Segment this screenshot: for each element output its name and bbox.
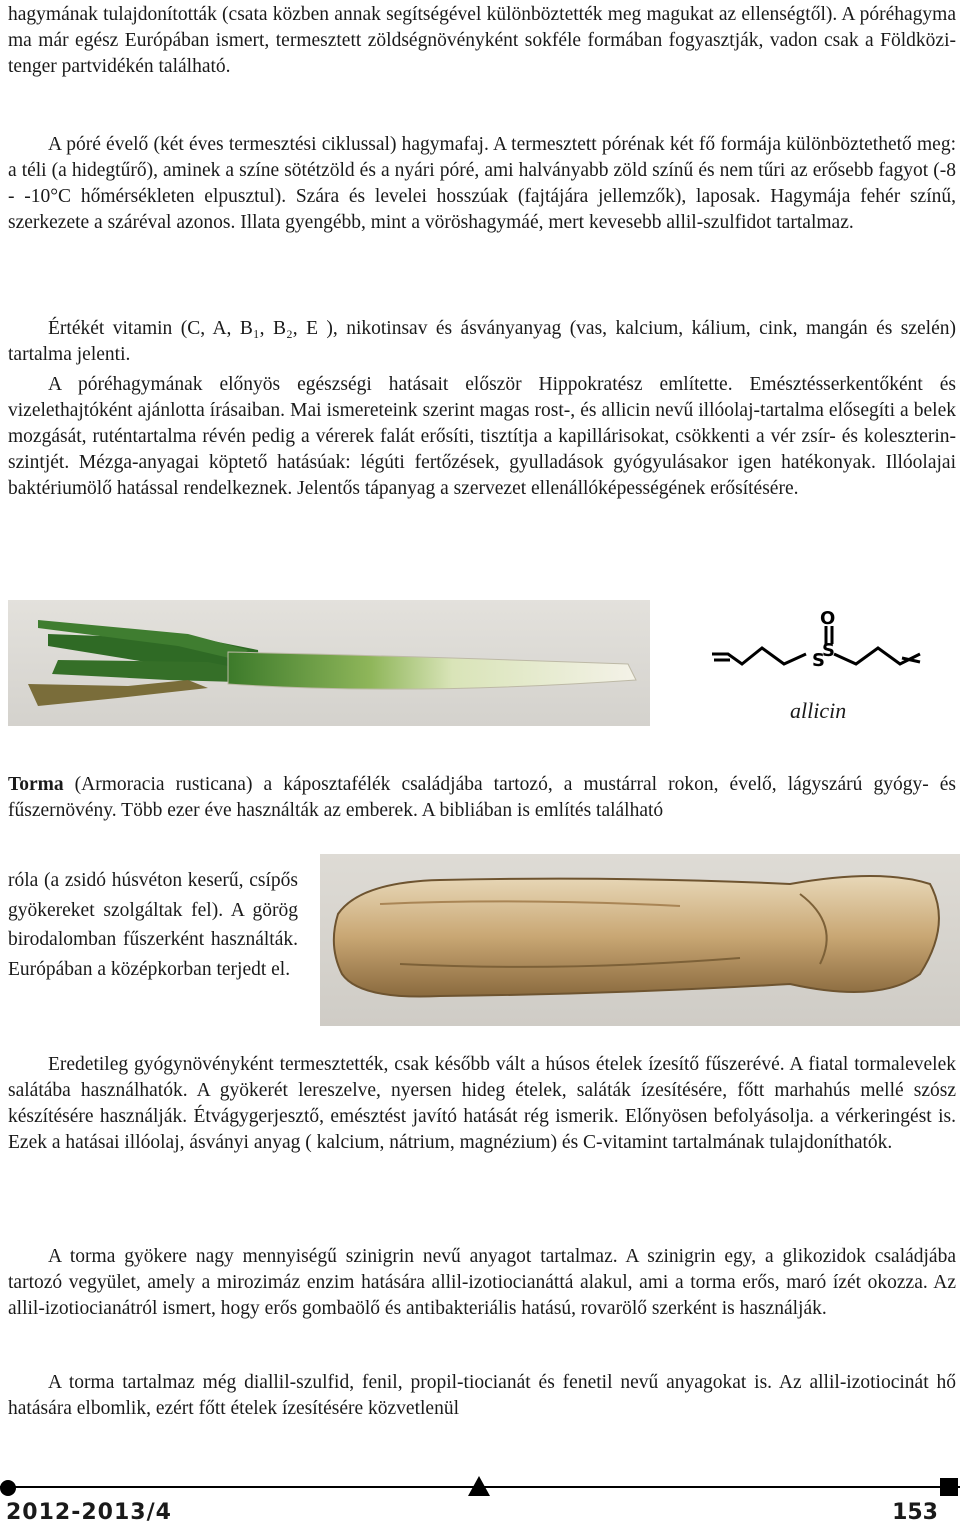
leek-photo bbox=[8, 600, 650, 726]
sulfur-label-1: S bbox=[812, 650, 825, 671]
paragraph-torma-use: Eredetileg gyógynövényként termesztették, csak később vált a húsos ételek ízesítő fűszerévé. A fiatal tormalevelek salátába használhatók. A gyökerét lereszelve, nyersen hideg ételek, saláták ízesítésére, főtt marhahús mellé szósz készítésére használják. Étvágygerjesztő, emésztést javító hatását rég ismerik. Előnyösen befolyásolja. a vérkeringést is. Ezek a hatásai illóolaj, ásványi anyag ( kalcium, nátrium, magnézium) és C-vitamint tartalmának tulajdoníthatók. bbox=[8, 1054, 956, 1153]
footer-page-number: 153 bbox=[892, 1500, 938, 1525]
allicin-caption: allicin bbox=[790, 698, 847, 723]
sulfur-label-2: S bbox=[822, 640, 835, 661]
paragraph-torma-history: róla (a zsidó húsvéton keserű, csípős gyökereket szolgáltak fel). A görög birodalomban fűszerként használták. Európában a középkorban terjedt el. bbox=[8, 870, 298, 980]
paragraph-leek-intro: hagymának tulajdonították (csata közben annak segítségével különböztették meg magukat az ellenségtől). A póréhagyma ma már egész Európában ismert, termesztett zöldségnövényként sokféle formában fogyasztják, vadon csak a Földközi-tenger partvidékén található. bbox=[8, 4, 956, 77]
footer-square-icon bbox=[940, 1478, 958, 1496]
allicin-structure-diagram bbox=[708, 606, 928, 696]
paragraph-torma-compounds: A torma tartalmaz még diallil-szulfid, fenil, propil-tiocianát és fenetil nevű anyagokat is. Az allil-izotiocinát hő hatására elbomlik, ezért főtt ételek ízesítésére közvetlenül bbox=[8, 1372, 956, 1419]
torma-heading: Torma bbox=[8, 774, 64, 795]
oxygen-label: O bbox=[820, 608, 836, 629]
paragraph-leek-description: A póré évelő (két éves termesztési ciklussal) hagymafaj. A termesztett pórénak két fő formája különböztethető meg: a téli (a hidegtűrő), aminek a színe sötétzöld és a nyári póré, ami halványabb zöld színű és nem tűri az erősebb fagyot (-8 - -10°C hőmérsékleten elpusztul). Szára és levelei hosszúak (fajtájára jellemzők), laposak. Hagymája fehér színű, szerkezete a száréval azonos. Illata gyengébb, mint a vöröshagymáé, mert kevesebb allil-szulfidot tartalmaz. bbox=[8, 134, 956, 233]
footer-circle-icon bbox=[0, 1480, 16, 1496]
torma-intro-text: (Armoracia rusticana) a káposztafélék családjába tartozó, a mustárral rokon, évelő, lágyszárú gyógy- és fűszernövény. Több ezer éve használták az emberek. A bibliában is említés található bbox=[8, 774, 956, 821]
horseradish-photo bbox=[320, 854, 960, 1026]
footer-issue: 2012-2013/4 bbox=[6, 1500, 172, 1525]
paragraph-leek-vitamins: Értékét vitamin (C, A, B₁, B₂, E ), nikotinsav és ásványanyag (vas, kalcium, kálium, cink, mangán és szelén) tartalma jelenti. bbox=[8, 318, 956, 365]
footer-triangle-icon bbox=[468, 1476, 490, 1496]
paragraph-torma-intro bbox=[8, 772, 956, 824]
paragraph-leek-health: A póréhagymának előnyös egészségi hatásait először Hippokratész említette. Emésztésserkentőként és vizelethajtóként ajánlotta írásaiban. Mai ismereteink szerint magas rost-, és allicin nevű illóolaj-tartalma elősegíti a belek mozgását, ruténtartalma révén pedig a vérerek falát erősíti, tisztítja a kapillárisokat, csökkenti a vér zsír- és koleszterin-szintjét. Mézga-anyagai köptető hatásúak: légúti fertőzések, gyulladások gyógyulásakor igen hatékonyak. Illóolajai baktériumölő hatással rendelkeznek. Jelentős tápanyag a szervezet ellenállóképességének erősítésére. bbox=[8, 374, 956, 499]
paragraph-torma-chemistry: A torma gyökere nagy mennyiségű szinigrin nevű anyagot tartalmaz. A szinigrin egy, a glikozidok családjába tartozó vegyület, amely a mirozimáz enzim hatására allil-izotiocianáttá alakul, ami a torma erős, maró ízét okozza. Az allil-izotiocianátról ismert, hogy erős gombaölő és antibakteriális hatású, rovarölő szerként is használják. bbox=[8, 1246, 956, 1319]
